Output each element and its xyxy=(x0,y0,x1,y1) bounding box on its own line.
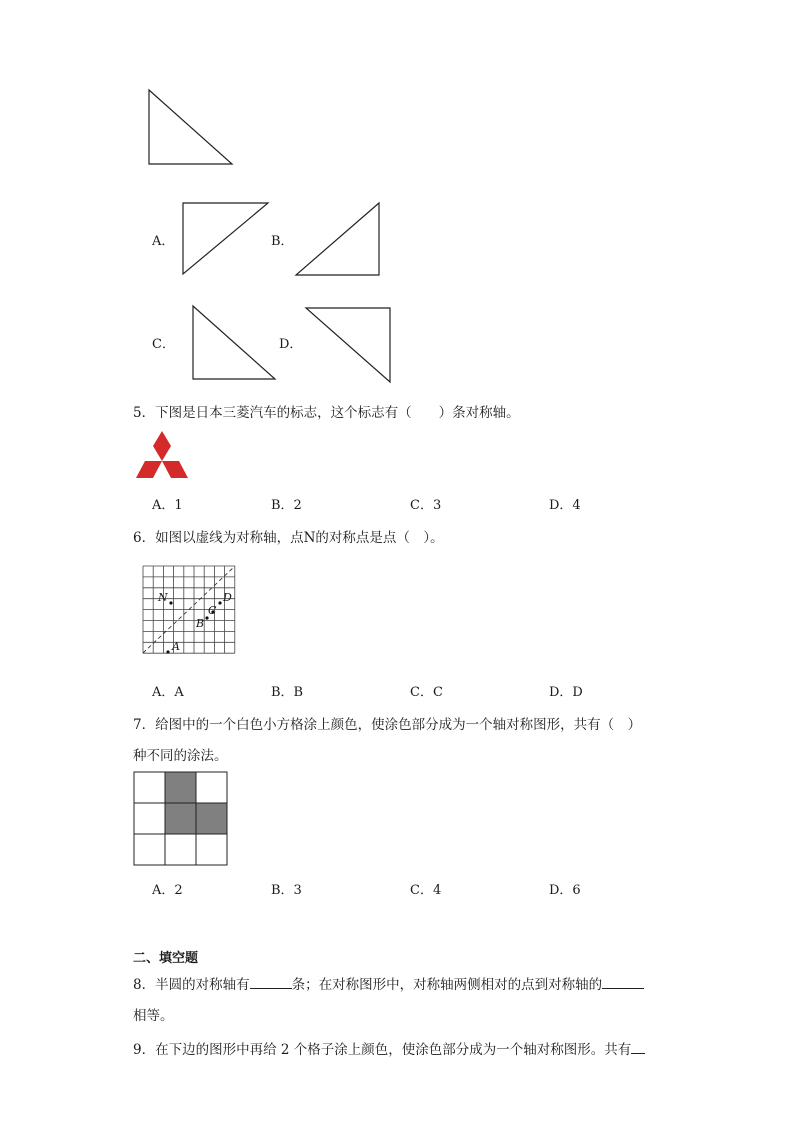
option-c-label[interactable]: C． xyxy=(152,337,175,352)
option-d-label[interactable]: D． xyxy=(279,337,303,352)
q8-blank-2[interactable] xyxy=(602,974,644,989)
q7-option-b[interactable]: B．3 xyxy=(271,883,302,898)
q8-blank-1[interactable] xyxy=(250,974,292,989)
q9-text: 9．在下边的图形中再给 2 个格子涂上颜色，使涂色部分成为一个轴对称图形。共有 xyxy=(133,1042,632,1058)
point-d-label: D xyxy=(223,591,232,604)
q7-option-d[interactable]: D．6 xyxy=(549,883,581,898)
point-b-label: B xyxy=(196,617,205,630)
q8-part1: 8．半圆的对称轴有 xyxy=(133,977,250,993)
question-8-line1 xyxy=(133,973,644,993)
section-2-title: 二、填空题 xyxy=(133,951,199,966)
question-9-text xyxy=(133,1038,645,1058)
q5-option-c[interactable]: C．3 xyxy=(410,498,442,513)
question-7-line1: 7．给图中的一个白色小方格涂上颜色，使涂色部分成为一个轴对称图形，共有（ ） xyxy=(133,717,642,733)
question-7-line2: 种不同的涂法。 xyxy=(133,748,228,764)
point-a-label: A xyxy=(172,640,180,653)
option-a-label[interactable]: A． xyxy=(152,234,175,249)
question-8-line2: 相等。 xyxy=(133,1008,174,1024)
q8-part2: 条；在对称图形中，对称轴两侧相对的点到对称轴的 xyxy=(291,977,603,993)
q6-option-c[interactable]: C．C xyxy=(410,685,443,700)
q5-option-a[interactable]: A．1 xyxy=(152,498,183,513)
option-b-label[interactable]: B． xyxy=(271,234,294,249)
q7-option-a[interactable]: A．2 xyxy=(152,883,183,898)
point-n-label: N xyxy=(158,591,168,604)
question-6-text: 6．如图以虚线为对称轴，点N的对称点是点（ ）。 xyxy=(133,530,444,546)
question-5-text: 5．下图是日本三菱汽车的标志，这个标志有（ ）条对称轴。 xyxy=(133,405,520,421)
point-c-label: C xyxy=(208,604,217,617)
q6-option-a[interactable]: A．A xyxy=(152,685,184,700)
q5-option-d[interactable]: D．4 xyxy=(549,498,581,513)
q6-option-d[interactable]: D．D xyxy=(549,685,583,700)
q5-option-b[interactable]: B．2 xyxy=(271,498,302,513)
q7-option-c[interactable]: C．4 xyxy=(410,883,442,898)
q9-blank[interactable] xyxy=(631,1039,645,1054)
q6-option-b[interactable]: B．B xyxy=(271,685,304,700)
